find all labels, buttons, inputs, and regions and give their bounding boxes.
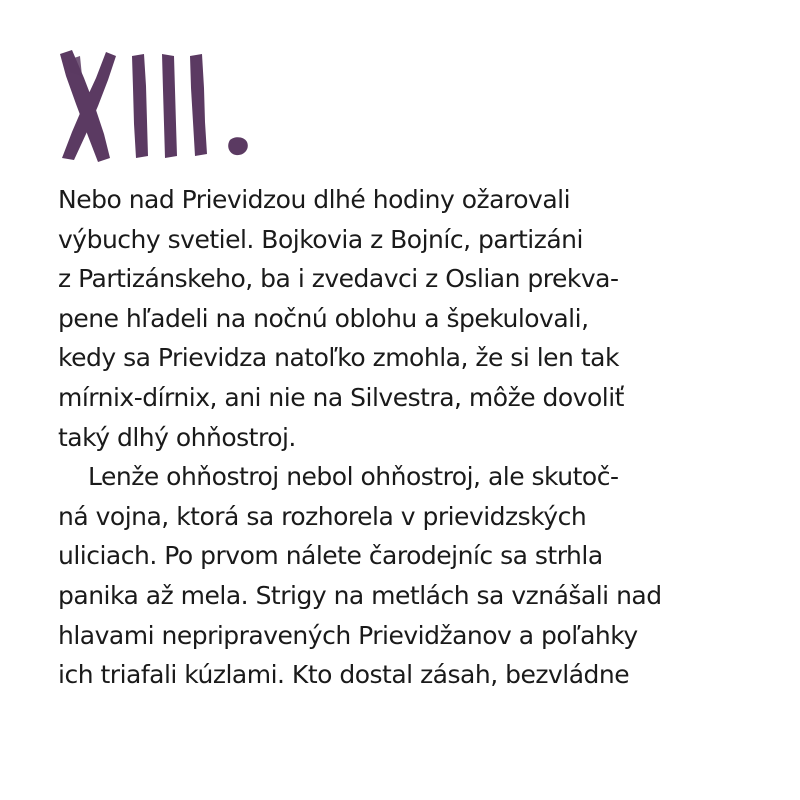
text-line: ná vojna, ktorá sa rozhorela v prievidzských — [58, 501, 587, 531]
text-line: kedy sa Prievidza natoľko zmohla, že si len tak — [58, 343, 619, 373]
text-line: výbuchy svetiel. Bojkovia z Bojníc, partizáni — [58, 224, 583, 254]
paragraph-start-line: Lenže ohňostroj nebol ohňostroj, ale skutoč- — [88, 462, 619, 492]
text-line: taký dlhý ohňostroj. — [58, 422, 296, 452]
text-line: mírnix-dírnix, ani nie na Silvestra, môže dovoliť — [58, 382, 624, 412]
text-line: pene hľadeli na nočnú oblohu a špekulovali, — [58, 303, 589, 333]
chapter-number-brush-lettering — [58, 46, 278, 166]
chapter-number — [58, 46, 278, 166]
text-line: Nebo nad Prievidzou dlhé hodiny ožarovali — [58, 185, 571, 214]
text-line: uliciach. Po prvom nálete čarodejníc sa strhla — [58, 541, 603, 571]
body-text — [58, 180, 758, 695]
text-line: hlavami nepripravených Prievidžanov a poľahky — [58, 620, 638, 650]
text-line: ich triafali kúzlami. Kto dostal zásah, bezvládne — [58, 660, 630, 690]
text-line: panika až mela. Strigy na metlách sa vznášali nad — [58, 580, 662, 610]
text-line: z Partizánskeho, ba i zvedavci z Oslian prekva- — [58, 264, 619, 294]
